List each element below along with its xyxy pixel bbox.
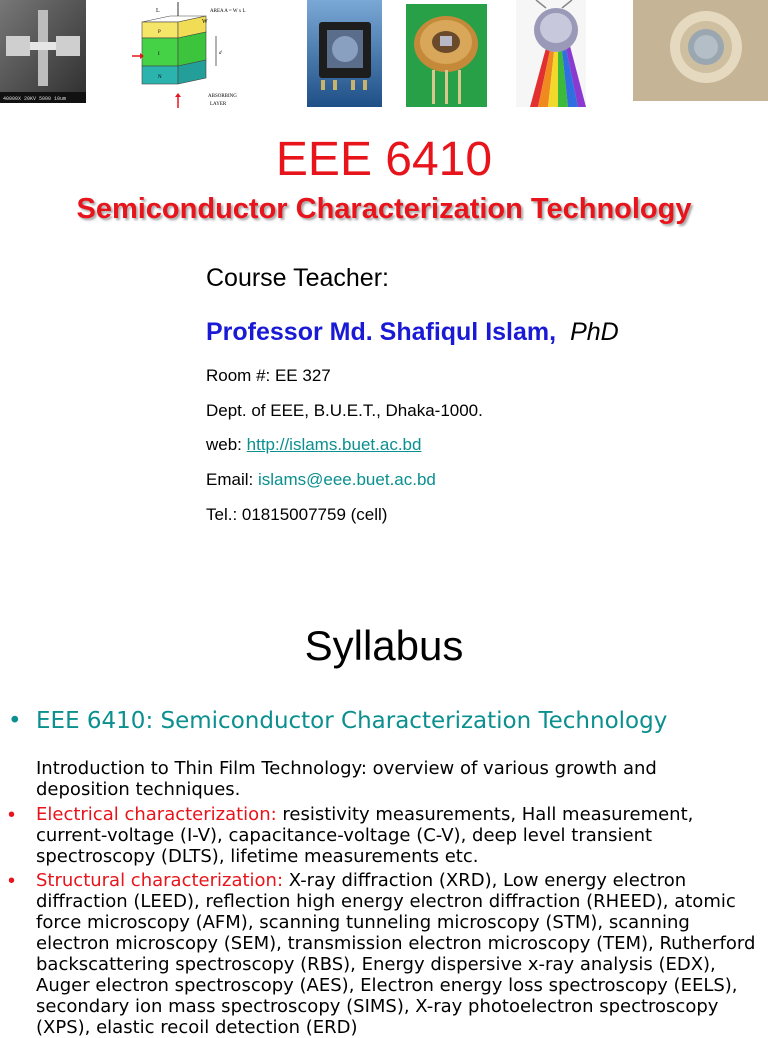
structural-text: X-ray diffraction (XRD), Low energy electron diffraction (LEED), reflection high energy electron diffraction (RHEED), atomic force microscopy (AFM), scanning tunneling microscopy (STM), scanning electron microscopy (SEM), transmission electron microscopy (TEM), Rutherford backscattering spectroscopy (RBS), Energy dispersive x-ray analysis (EDX), Auger electron spectroscopy (AES), Electron energy loss spectroscopy (EELS), secondary ion mass spectroscopy (SIMS), X-ray photoelectron spectroscopy (XPS), elastic recoil detection (ERD) (36, 870, 756, 1038)
pin-diagram-graphic (130, 0, 260, 110)
dept-info: Dept. of EEE, B.U.E.T., Dhaka-1000. (206, 401, 483, 420)
room-info: Room #: EE 327 (206, 366, 331, 385)
course-teacher-label: Course Teacher: (206, 264, 389, 292)
pin-photodiode-diagram (130, 0, 260, 110)
header-image-strip (0, 0, 768, 110)
web-link[interactable]: http://islams.buet.ac.bd (246, 435, 422, 454)
label-p: P (158, 30, 161, 35)
teacher-name-text: Professor Md. Shafiqul Islam, (206, 318, 557, 346)
label-d: d (219, 51, 222, 56)
label-w: W (202, 19, 208, 25)
syllabus-main-item-text: EEE 6410: Semiconductor Characterization Technology (36, 708, 668, 734)
electrical-bullet-icon: • (8, 804, 16, 826)
structural-bullet-icon: • (8, 870, 16, 892)
laser-diode-can-image (406, 4, 487, 107)
teacher-degree: PhD (570, 318, 619, 346)
label-l: L (156, 8, 160, 14)
micrograph-caption: 40000X 20KV 5000 10um (3, 96, 67, 102)
email-address[interactable]: islams@eee.buet.ac.bd (257, 470, 436, 489)
tel-info: Tel.: 01815007759 (cell) (206, 505, 388, 524)
electrical-text: resistivity measurements, Hall measurement, current-voltage (I-V), capacitance-voltage (C-V), deep level transient spectroscopy (DLTS), lifetime measurements etc. (36, 804, 694, 867)
syllabus-heading: Syllabus (304, 622, 464, 669)
label-absorbing: ABSORBING (208, 94, 237, 99)
ring-graphic (633, 0, 768, 101)
teacher-name (206, 318, 619, 347)
package-graphic (307, 0, 382, 107)
structural-lead: Structural characterization: (36, 870, 284, 891)
label-n: N (158, 75, 162, 80)
chip-micrograph-graphic (0, 0, 86, 103)
email-info (206, 470, 436, 490)
web-label: web: (206, 435, 247, 454)
electrical-lead: Electrical characterization: (36, 804, 277, 825)
label-i: I (158, 52, 160, 57)
label-layer: LAYER (210, 102, 227, 107)
rainbow-graphic (516, 0, 586, 107)
syllabus-main-item (8, 708, 667, 734)
can-graphic (406, 4, 487, 107)
fiber-rainbow-image (516, 0, 586, 107)
course-code-title: EEE 6410 (275, 133, 493, 186)
intro-paragraph: Introduction to Thin Film Technology: overview of various growth and deposition techniques. (36, 758, 657, 800)
web-info (206, 435, 421, 455)
electrical-paragraph (36, 804, 756, 867)
bullet-icon: • (8, 708, 22, 734)
email-label: Email: (206, 470, 258, 489)
photodetector-package-image (307, 0, 382, 107)
label-area: AREA A = W x L (210, 9, 246, 14)
chip-micrograph-image (0, 0, 86, 103)
ring-microscope-image (633, 0, 768, 101)
structural-paragraph (36, 870, 756, 1038)
course-name-title: Semiconductor Characterization Technology (76, 193, 692, 225)
